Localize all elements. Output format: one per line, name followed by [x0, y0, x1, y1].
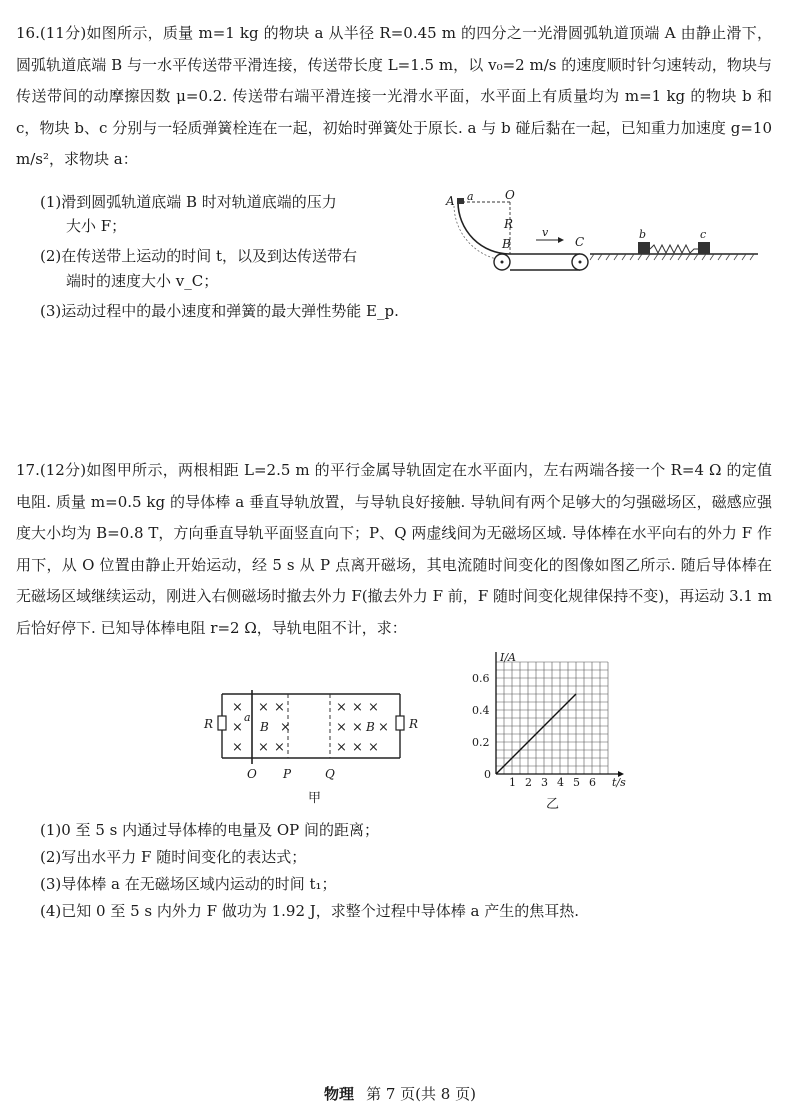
- label-v: v: [542, 226, 549, 239]
- svg-text:×: ×: [232, 740, 243, 755]
- block-a: [457, 198, 464, 204]
- field-right: [336, 700, 389, 755]
- label-A: A: [446, 194, 455, 208]
- x-tick-label: 6: [589, 776, 596, 789]
- label-B-right: B: [366, 720, 375, 734]
- svg-text:×: ×: [368, 740, 379, 755]
- svg-text:×: ×: [232, 720, 243, 735]
- svg-text:×: ×: [280, 720, 291, 735]
- q16-sub2-line2: 端时的速度大小 v_C；: [66, 272, 219, 290]
- q17-fig-yi-chart: [466, 652, 626, 810]
- page-footer: [0, 1083, 800, 1104]
- q16-sub1-line1: (1)滑到圆弧轨道底端 B 时对轨道底端的压力: [40, 193, 337, 211]
- label-R-left: R: [204, 717, 214, 731]
- block-b: [638, 242, 650, 254]
- label-B: B: [502, 237, 511, 251]
- caption-jia: 甲: [308, 791, 322, 806]
- label-a: a: [467, 190, 474, 203]
- y-tick-label: 0.6: [472, 672, 490, 685]
- x-tick-label: 1: [509, 776, 516, 789]
- label-R-right: R: [409, 717, 419, 731]
- q16-sub1-line2: 大小 F；: [66, 217, 127, 235]
- spring: [650, 245, 698, 253]
- x-tick-label: 5: [573, 776, 580, 789]
- q17-sub2: (2)写出水平力 F 随时间变化的表达式；: [40, 848, 307, 866]
- label-O: O: [247, 767, 257, 781]
- svg-text:×: ×: [336, 720, 347, 735]
- q16-stem: 16.(11分)如图所示，质量 m=1 kg 的物块 a 从半径 R=0.45 m 的四分之一光滑圆弧轨道顶端 A 由静止滑下，圆弧轨道底端 B 与一水平传送带平滑连接，传送带长度 L=1.5 m，以 v₀=2 m/s 的速度顺时针匀速转动，物块与传送带间的动摩擦因数 μ=0.2. 传送带右端平滑连接一光滑水平面，水平面上有质量均为 m=1 kg 的物块 b 和 c，物块 b、c 分别与一轻质弹簧栓连在一起，初始时弹簧处于原长. a 与 b 碰后黏在一起，已知重力加速度 g=10 m/s²，求物块 a：: [16, 24, 772, 168]
- footer-subject: 物理: [324, 1085, 355, 1103]
- x-tick-label: 2: [525, 776, 532, 789]
- chart-xlabel: t/s: [612, 776, 626, 789]
- q17-sub3: (3)导体棒 a 在无磁场区域内运动的时间 t₁；: [40, 875, 337, 893]
- x-tick-label: 4: [557, 776, 564, 789]
- svg-text:×: ×: [258, 740, 269, 755]
- label-O: O: [505, 188, 515, 202]
- label-b: b: [639, 228, 647, 241]
- x-tick-label: 3: [541, 776, 548, 789]
- svg-text:×: ×: [378, 720, 389, 735]
- svg-text:×: ×: [274, 740, 285, 755]
- footer-page: 第 7 页(共 8 页): [366, 1085, 476, 1103]
- svg-text:×: ×: [368, 700, 379, 715]
- q16-sub3: (3)运动过程中的最小速度和弹簧的最大弹性势能 E_p.: [40, 302, 399, 320]
- label-P: P: [283, 767, 292, 781]
- label-B-left: B: [260, 720, 269, 734]
- svg-text:×: ×: [274, 700, 285, 715]
- label-rod-a: a: [244, 711, 251, 724]
- chart-origin-label: 0: [484, 768, 491, 781]
- resistor-right: [396, 716, 404, 730]
- resistor-left: [218, 716, 226, 730]
- label-R: R: [504, 217, 514, 231]
- q17-sub1: (1)0 至 5 s 内通过导体棒的电量及 OP 间的距离；: [40, 821, 380, 839]
- chart-ylabel: I/A: [500, 652, 516, 664]
- chart-caption: 乙: [546, 797, 560, 810]
- q17-stem: 17.(12分)如图甲所示，两根相距 L=2.5 m 的平行金属导轨固定在水平面内，左右两端各接一个 R=4 Ω 的定值电阻. 质量 m=0.5 kg 的导体棒 a 垂直导轨放置，与导轨良好接触. 导轨间有两个足够大的匀强磁场区，磁感应强度大小均为 B=0.8 T，方向垂直导轨平面竖直向下；P、Q 两虚线间为无磁场区域. 导体棒在水平向右的外力 F 作用下，从 O 位置由静止开始运动，经 5 s 从 P 点离开磁场，其电流随时间变化的图像如图乙所示. 随后导体棒在无磁场区域继续运动，刚进入右侧磁场时撤去外力 F(撤去外力 F 前，F 随时间变化规律保持不变)，再运动 3.1 m 后恰好停下. 已知导体棒电阻 r=2 Ω，导轨电阻不计，求：: [16, 461, 772, 637]
- y-tick-label: 0.4: [472, 704, 490, 717]
- svg-text:×: ×: [352, 720, 363, 735]
- label-c: c: [700, 228, 707, 241]
- y-tick-label: 0.2: [472, 736, 490, 749]
- svg-text:×: ×: [336, 740, 347, 755]
- svg-text:×: ×: [336, 700, 347, 715]
- svg-text:×: ×: [352, 700, 363, 715]
- svg-text:×: ×: [232, 700, 243, 715]
- q17-fig-jia: [196, 686, 432, 810]
- q17-sub4: (4)已知 0 至 5 s 内外力 F 做功为 1.92 J，求整个过程中导体棒 a 产生的焦耳热.: [40, 902, 580, 920]
- svg-text:×: ×: [258, 700, 269, 715]
- label-Q: Q: [325, 767, 335, 781]
- q16-sub2-line1: (2)在传送带上运动的时间 t，以及到达传送带右: [40, 247, 358, 265]
- label-C: C: [575, 235, 585, 249]
- q16-figure: [440, 188, 760, 276]
- svg-text:×: ×: [352, 740, 363, 755]
- block-c: [698, 242, 710, 254]
